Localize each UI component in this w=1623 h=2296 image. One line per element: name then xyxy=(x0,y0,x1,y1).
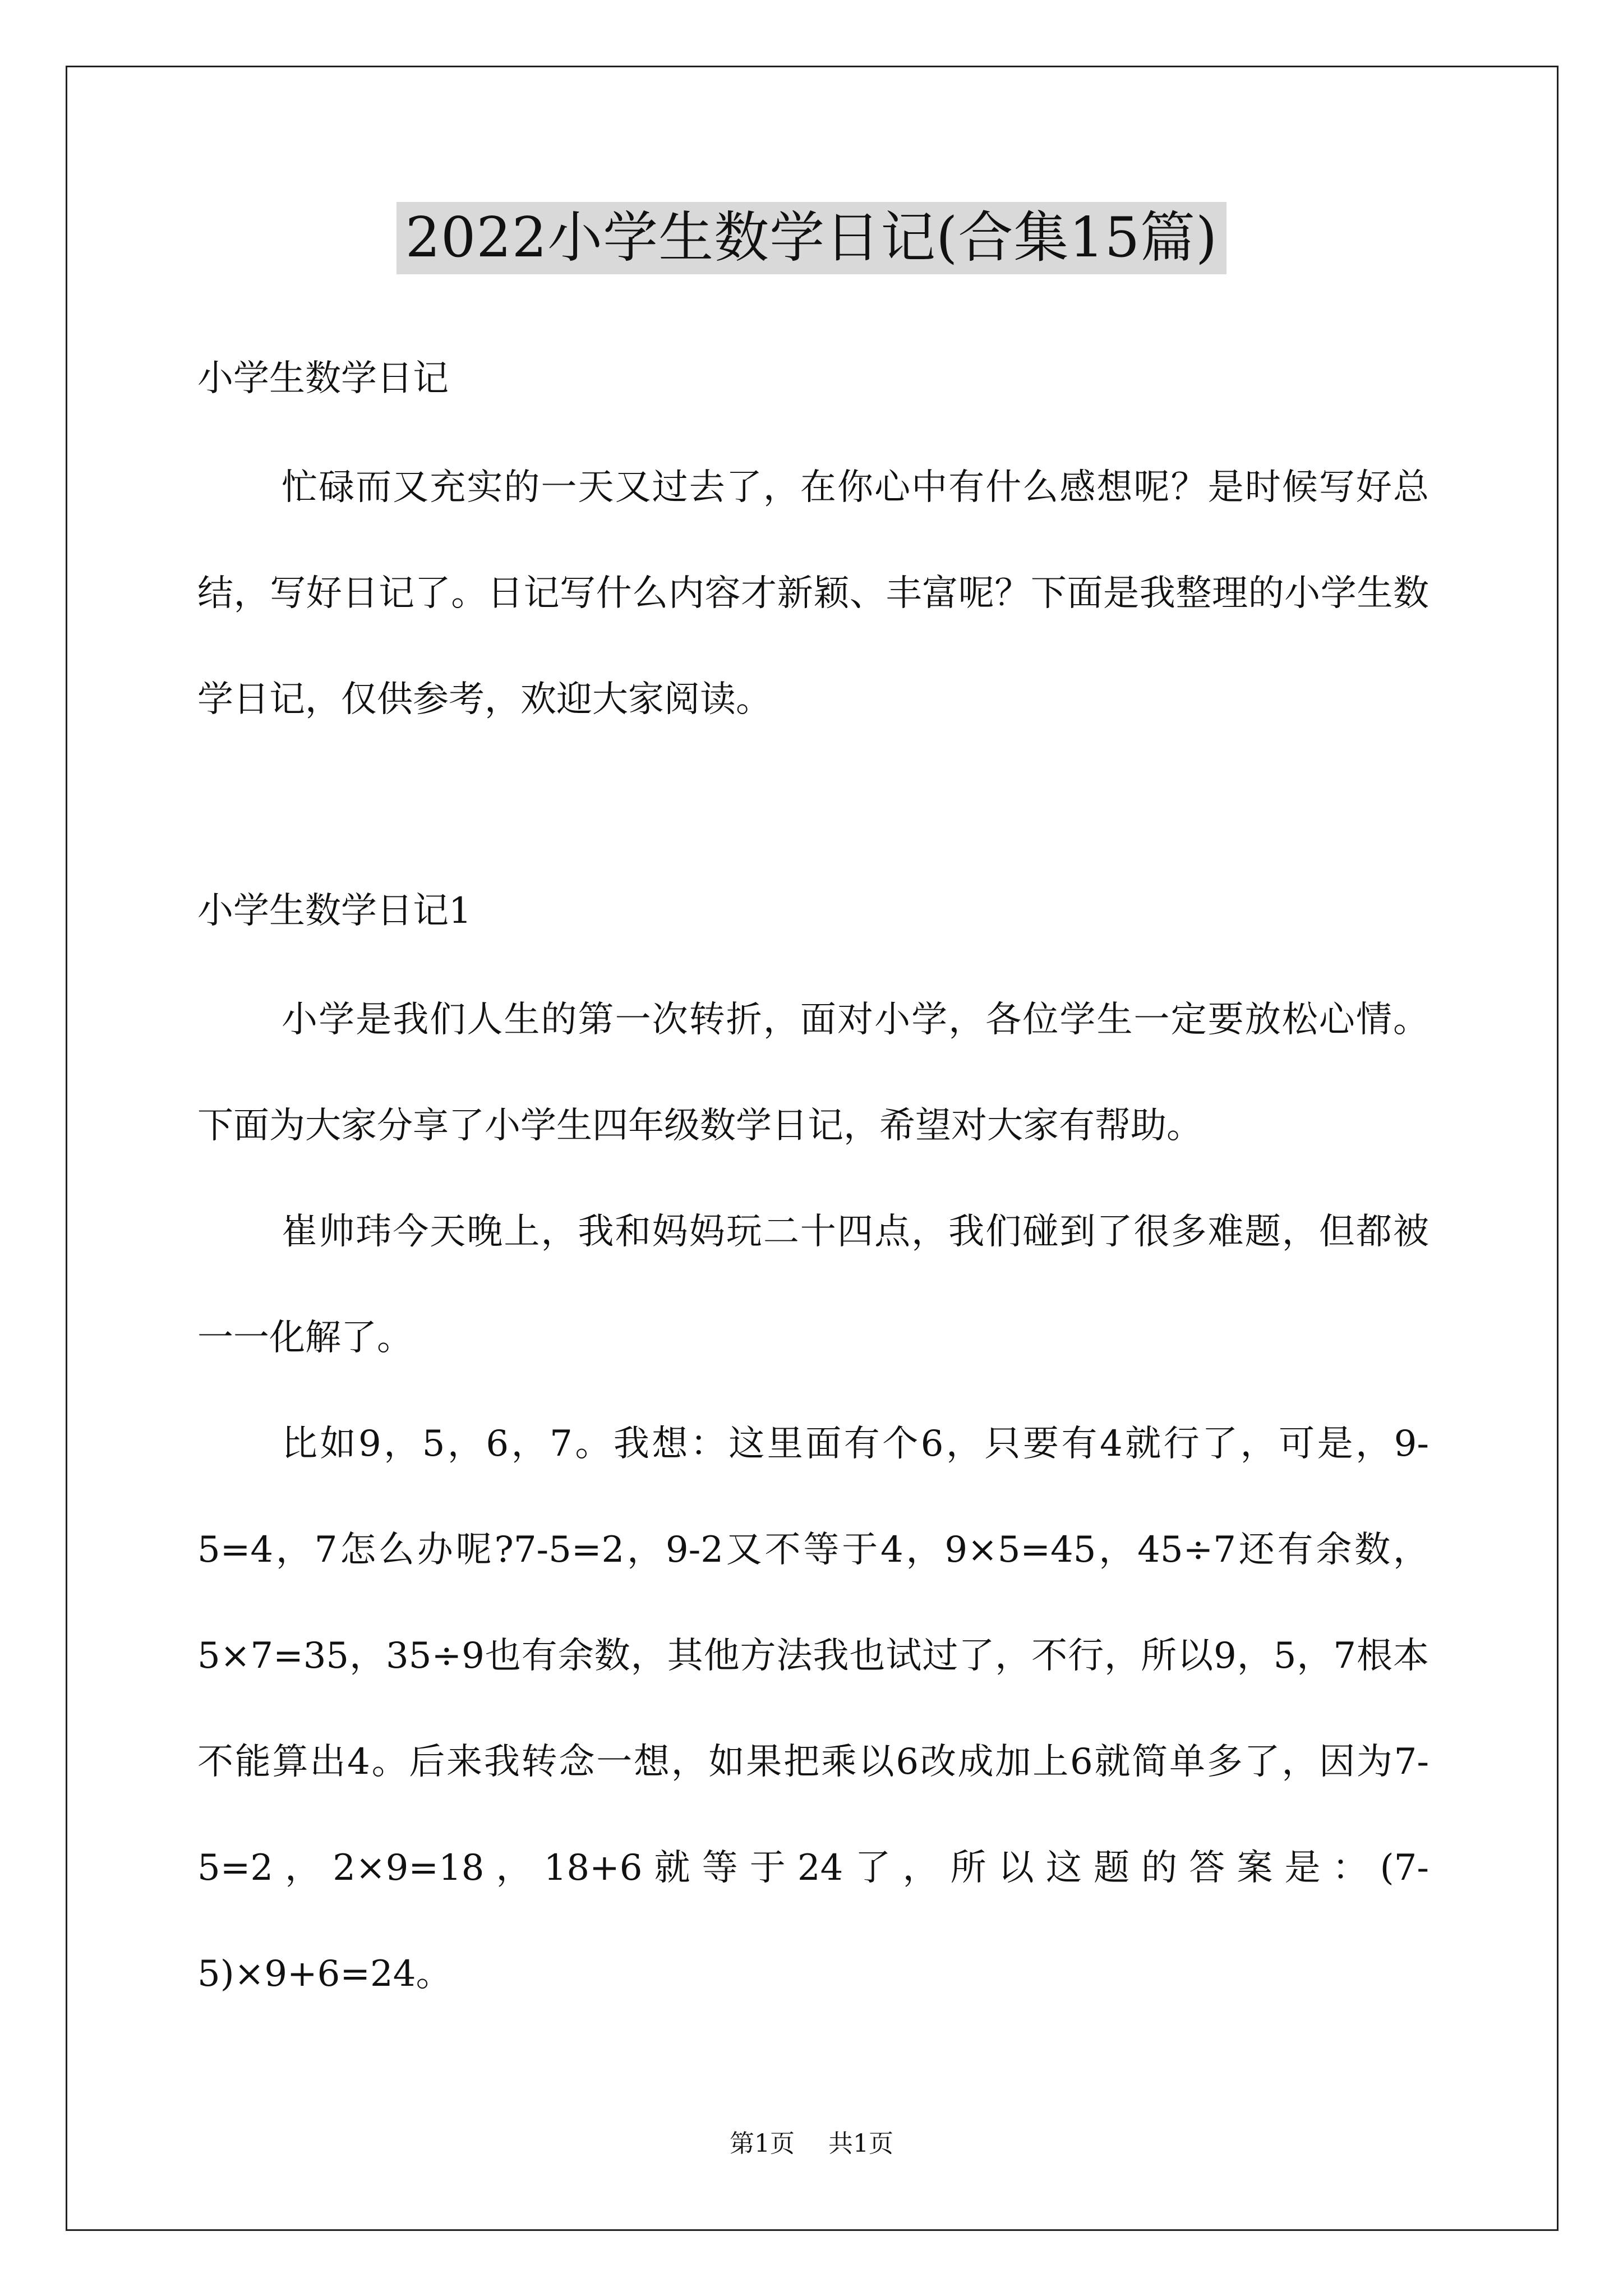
page-footer xyxy=(0,2129,1623,2158)
document-title: 2022小学生数学日记(合集15篇) xyxy=(396,202,1227,274)
section1-heading: 小学生数学日记1 xyxy=(197,890,472,932)
page-number-total: 共1页 xyxy=(828,2129,893,2158)
section1-paragraph-1: 小学是我们人生的第一次转折，面对小学，各位学生一定要放松心情。下面为大家分享了小学生四年级数学日记，希望对大家有帮助。 xyxy=(197,999,1429,1147)
intro-paragraph: 忙碌而又充实的一天又过去了，在你心中有什么感想呢？是时候写好总结，写好日记了。日记写什么内容才新颖、丰富呢？下面是我整理的小学生数学日记，仅供参考，欢迎大家阅读。 xyxy=(197,467,1429,720)
page-number-current: 第1页 xyxy=(730,2129,795,2158)
section1-paragraph-2: 崔帅玮今天晚上，我和妈妈玩二十四点，我们碰到了很多难题，但都被一一化解了。 xyxy=(197,1211,1429,1359)
title-container xyxy=(0,202,1623,274)
intro-heading: 小学生数学日记 xyxy=(197,358,449,399)
section1-paragraph-3: 比如9，5，6，7。我想：这里面有个6，只要有4就行了，可是，9-5=4，7怎么办呢?7-5=2，9-2又不等于4，9×5=45，45÷7还有余数，5×7=35，35÷9也有余数，其他方法我也试过了，不行，所以9，5，7根本不能算出4。后来我转念一想，如果把乘以6改成加上6就简单多了，因为7-5=2，2×9=18，18+6就等于24了，所以这题的答案是：(7-5)×9+6=24。 xyxy=(197,1423,1429,1995)
